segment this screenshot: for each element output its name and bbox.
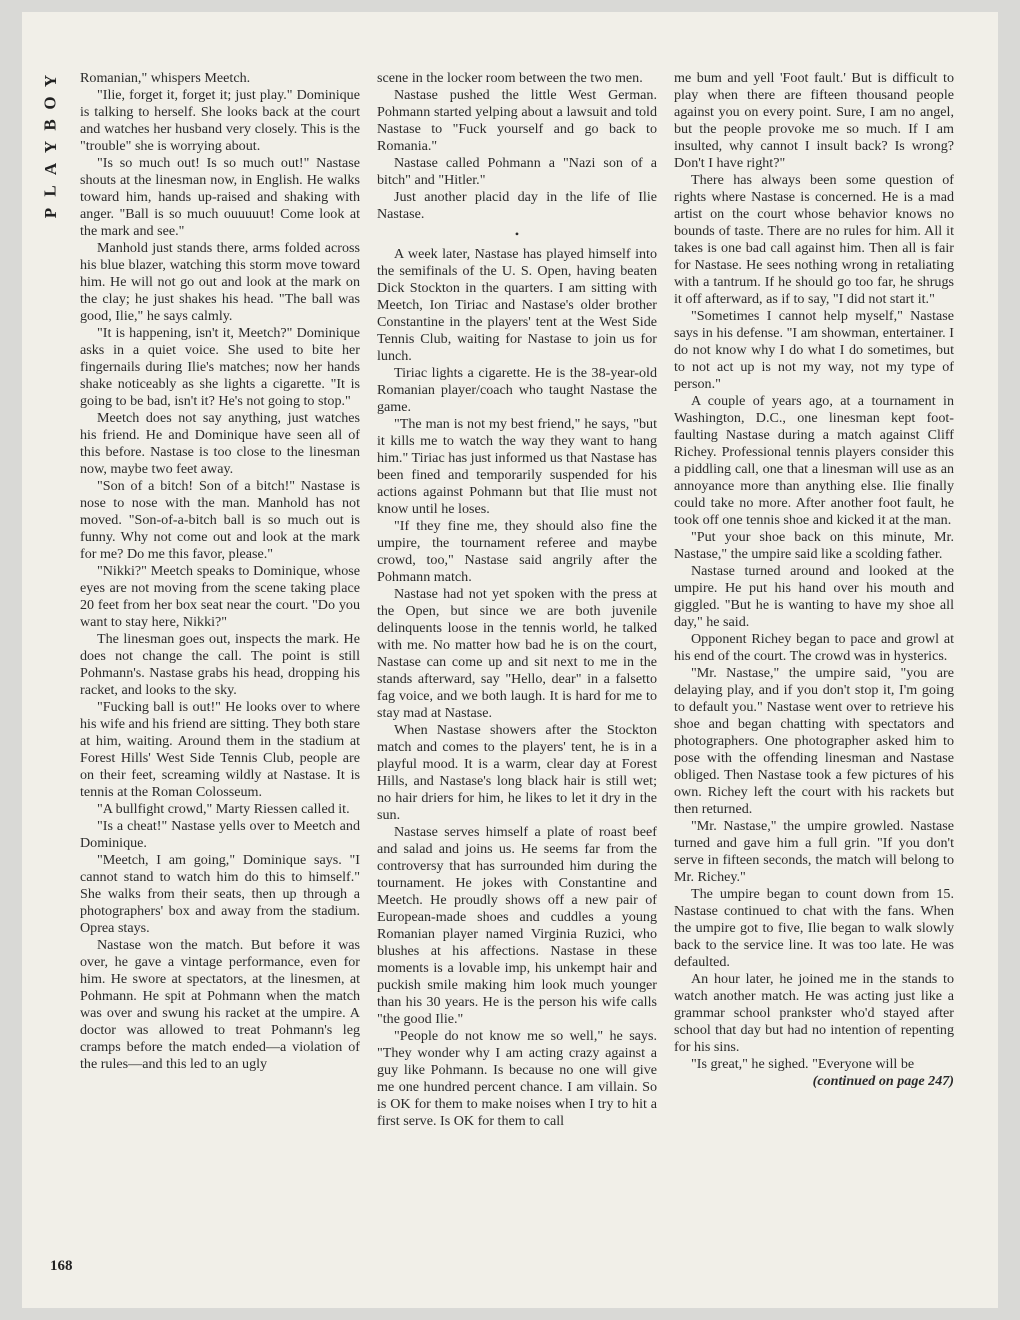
sidebar-letter: Y xyxy=(41,74,60,88)
paragraph: The linesman goes out, inspects the mark. He does not change the call. The point is still Pohmann's. Nastase grabs his head, dropping his racket, and looks to the sky. xyxy=(80,631,360,698)
section-divider: • xyxy=(514,227,520,241)
paragraph: Nastase had not yet spoken with the press at the Open, but since we are both juvenile delinquents loose in the tennis world, he talked with me. No matter how bad he is on the court, Nastase can come up and sit next to me in the stands afterward, say "Hello, dear" in a falsetto fag voice, and we both laugh. It is hard for me to stay mad at Nastase. xyxy=(377,586,657,721)
paragraph: "Is great," he sighed. "Everyone will be xyxy=(691,1056,915,1072)
sidebar-letter: B xyxy=(41,119,60,131)
sidebar-letter: L xyxy=(41,185,60,197)
paragraph: Manhold just stands there, arms folded across his blue blazer, watching this storm move toward him. He will not go out and look at the mark on the clay; he just shakes his head. "The ball was good, Ilie," he says calmly. xyxy=(80,240,360,324)
paragraph: "Meetch, I am going," Dominique says. "I cannot stand to watch him do this to himself." She walks from their seats, then up through a photographers' box and away from the stadium. Oprea stays. xyxy=(80,852,360,936)
paragraph: Nastase called Pohmann a "Nazi son of a bitch" and "Hitler." xyxy=(377,155,657,188)
paragraph: "Fucking ball is out!" He looks over to where his wife and his friend are sitting. They both stare at him, waiting. Around them in the stadium at Forest Hills' West Side Tennis Club, people are on their feet, screaming wildly at Nastase. It is tennis at the Roman Colosseum. xyxy=(80,699,360,800)
paragraph: me bum and yell 'Foot fault.' But is difficult to play when there are fifteen thousand people against you on every point. Sure, I am no angel, but the people provoke me so much. If I am insulted, why cannot I insult back? Is wrong? Don't I have right?" xyxy=(674,70,954,171)
paragraph: "A bullfight crowd," Marty Riessen called it. xyxy=(97,801,350,817)
paragraph: Nastase turned around and looked at the umpire. He put his hand over his mouth and giggled. "But he is wanting to have my shoe all day," he said. xyxy=(674,563,954,630)
paragraph: "People do not know me so well," he says. "They wonder why I am acting crazy against a guy like Pohmann. Is because no one will give me one hundred percent chance. I am villain. So is OK for them to make noises when I try to hit a first serve. Is OK for them to call xyxy=(377,1028,657,1129)
paragraph: There has always been some question of rights where Nastase is concerned. He is a mad artist on the court whose behavior knows no bounds of taste. There are no rules for him. All it takes is one bad call against him. Then all is fair for Nastase. He sees nothing wrong in retaliating with a tantrum. If he should go too far, he shrugs it off afterward, as if to say, "I did not start it." xyxy=(674,172,954,307)
paragraph: "Son of a bitch! Son of a bitch!" Nastase is nose to nose with the man. Manhold has not moved. "Son-of-a-bitch ball is so much out is funny. Why not come out and look at the mark for me? Do me this favor, please." xyxy=(80,478,360,562)
paragraph: "Is a cheat!" Nastase yells over to Meetch and Dominique. xyxy=(80,818,360,851)
magazine-page xyxy=(22,12,998,1308)
paragraph: "It is happening, isn't it, Meetch?" Dominique asks in a quiet voice. She used to bite her fingernails during Ilie's matches; now her hands shake noticeably as she lights a cigarette. "It is going to be bad, isn't it? He's not going to stop." xyxy=(80,325,360,409)
paragraph: Romanian," whispers Meetch. xyxy=(80,70,251,86)
paragraph: Meetch does not say anything, just watches his friend. He and Dominique have seen all of this before. Nastase is too close to the linesman now, maybe two feet away. xyxy=(80,410,360,477)
paragraph: "Mr. Nastase," the umpire growled. Nastase turned and gave him a full grin. "If you don't serve in fifteen seconds, the match will belong to Mr. Richey." xyxy=(674,818,954,885)
paragraph: An hour later, he joined me in the stands to watch another match. He was acting just like a grammar school prankster who'd stayed after school that day but had no intention of repenting for his sins. xyxy=(674,971,954,1055)
paragraph: "Put your shoe back on this minute, Mr. Nastase," the umpire said like a scolding father. xyxy=(674,529,954,562)
text-column-2 xyxy=(377,70,657,1282)
paragraph: "Nikki?" Meetch speaks to Dominique, whose eyes are not moving from the scene taking place 20 feet from her box seat near the court. "Do you want to stay here, Nikki?" xyxy=(80,563,360,630)
paragraph: "Sometimes I cannot help myself," Nastase says in his defense. "I am showman, entertainer. I do not know why I do what I do sometimes, but to not act up is not my way, not my type of person." xyxy=(674,308,954,392)
paragraph: "Ilie, forget it, forget it; just play." Dominique is talking to herself. She looks back at the court and watches her husband very closely. This is the "trouble" she is worrying about. xyxy=(80,87,360,154)
paragraph: Opponent Richey began to pace and growl at his end of the court. The crowd was in hysterics. xyxy=(674,631,954,664)
paragraph: A couple of years ago, at a tournament in Washington, D.C., one linesman kept foot-faulting Nastase during a match against Cliff Richey. Professional tennis players consider this a piddling call, one that a linesman will use as an annoyance more than anything else. Ilie finally could take no more. After another foot fault, he took off one tennis shoe and kicked it at the man. xyxy=(674,393,954,528)
paragraph: Tiriac lights a cigarette. He is the 38-year-old Romanian player/coach who taught Nastase the game. xyxy=(377,365,657,415)
sidebar-letter: A xyxy=(41,162,60,176)
continued-note: (continued on page 247) xyxy=(812,1073,954,1089)
sidebar-letter: P xyxy=(40,207,60,219)
sidebar-letter: O xyxy=(40,96,60,110)
text-column-3 xyxy=(674,70,954,1282)
paragraph: A week later, Nastase has played himself into the semifinals of the U. S. Open, having beaten Dick Stockton in the quarters. I am sitting with Meetch, Ion Tiriac and Nastase's older brother Constantine in the players' tent at the West Side Tennis Club, waiting for Nastase to join us for lunch. xyxy=(377,246,657,364)
page-number: 168 xyxy=(50,1258,73,1274)
paragraph: "Is so much out! Is so much out!" Nastase shouts at the linesman now, in English. He walks toward him, hands up-raised and shaking with anger. "Ball is so much ouuuuut! Come look at the mark and see." xyxy=(80,155,360,239)
paragraph: "If they fine me, they should also fine the umpire, the tournament referee and maybe crowd, too," Nastase said angrily after the Pohmann match. xyxy=(377,518,657,585)
paragraph: "The man is not my best friend," he says, "but it kills me to watch the way they want to hang him." Tiriac has just informed us that Nastase has been fined and temporarily suspended for his actions against Pohmann but that Ilie must not know until he loses. xyxy=(377,416,657,517)
paragraph: When Nastase showers after the Stockton match and comes to the players' tent, he is in a playful mood. It is a warm, clear day at Forest Hills, and Nastase's long black hair is still wet; no hair driers for him, he likes to let it dry in the sun. xyxy=(377,722,657,823)
magazine-sidebar-logo xyxy=(36,70,66,224)
paragraph: The umpire began to count down from 15. Nastase continued to chat with the fans. When the umpire got to five, Ilie began to walk slowly back to the service line. It was too late. He was defaulted. xyxy=(674,886,954,970)
paragraph: Nastase pushed the little West German. Pohmann started yelping about a lawsuit and told Nastase to "Fuck yourself and go back to Romania." xyxy=(377,87,657,154)
paragraph: "Mr. Nastase," the umpire said, "you are delaying play, and if you don't stop it, I'm going to default you." Nastase went over to retrieve his shoe and began chatting with spectators and photographers. One photographer asked him to pose with the offending linesman and Nastase obliged. Then Nastase took a few pictures of his own. Richey left the court with his rackets but then returned. xyxy=(674,665,954,817)
paragraph: Nastase won the match. But before it was over, he gave a vintage performance, even for him. He swore at spectators, at the linesmen, at Pohmann. He spit at Pohmann when the match was over and swung his racket at the umpire. A doctor was allowed to treat Pohmann's leg cramps before the match ended—a violation of the rules—and this led to an ugly xyxy=(80,937,360,1072)
paragraph: Just another placid day in the life of Ilie Nastase. xyxy=(377,189,657,222)
paragraph: scene in the locker room between the two men. xyxy=(377,70,643,86)
sidebar-letter: Y xyxy=(41,140,60,154)
text-column-1 xyxy=(80,70,360,1282)
paragraph: Nastase serves himself a plate of roast beef and salad and joins us. He seems far from the controversy that has surrounded him during the tournament. He jokes with Constantine and Meetch. He proudly shows off a new pair of European-made shoes and cuddles a young Romanian player named Virginia Ruzici, who blushes at his affections. Nastase in these moments is a lovable imp, his unkempt hair and puckish smile making him look much younger than his 30 years. He is the person his wife calls "the good Ilie." xyxy=(377,824,657,1027)
